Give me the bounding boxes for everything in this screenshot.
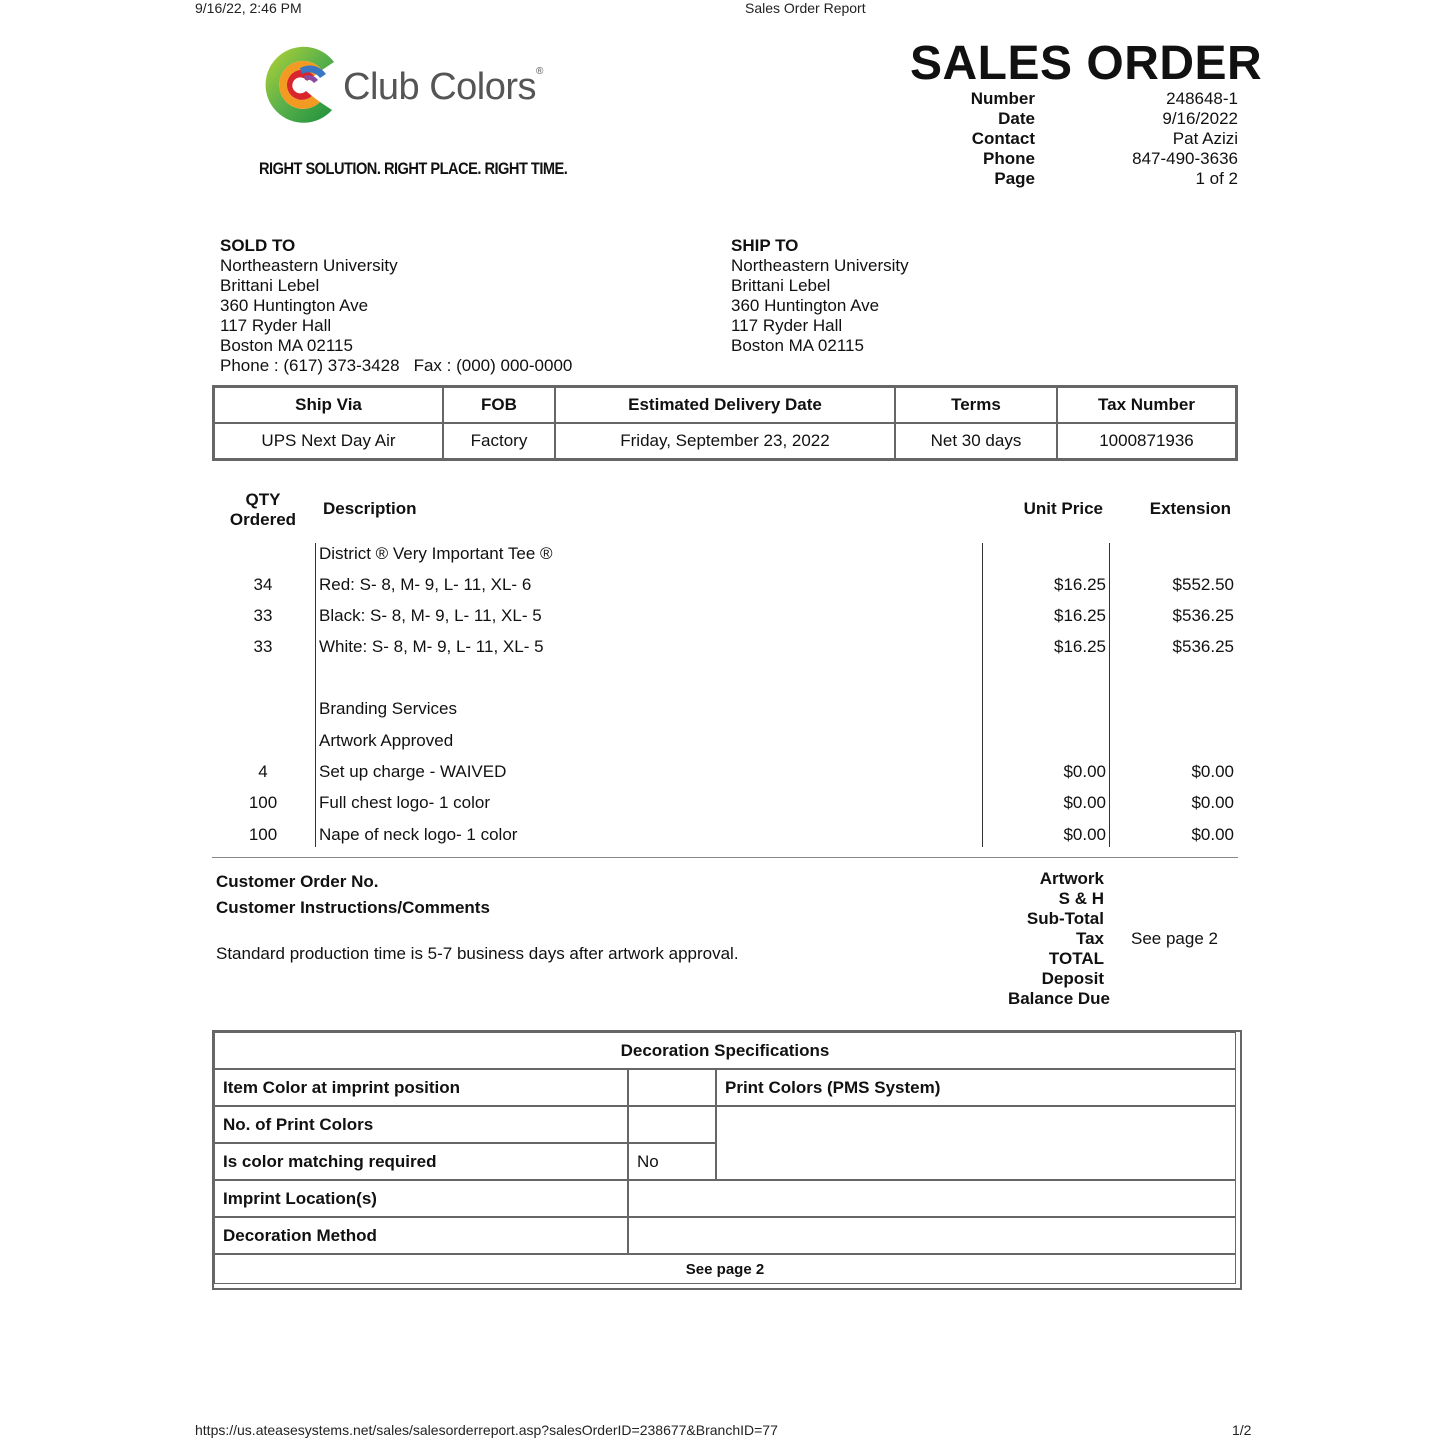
totals-see-page-note: See page 2 [1131,929,1218,948]
table-row [212,606,1238,630]
print-url: https://us.ateasesystems.net/sales/salesorderreport.asp?salesOrderID=238677&BranchID=77 [195,1422,778,1438]
row-qty: 33 [253,637,273,656]
ship-to-block [731,236,909,356]
phone-value: 847-490-3636 [1132,149,1238,168]
imprint-location-label: Imprint Location(s) [214,1180,628,1217]
tax-label: Tax [1075,929,1104,948]
decoration-specifications [212,1030,1242,1290]
color-matching-value: No [628,1143,716,1180]
fob-value: Factory [443,423,555,459]
ship-to-line: Brittani Lebel [731,276,831,295]
num-print-colors-label: No. of Print Colors [214,1106,628,1143]
ship-to-line: 117 Ryder Hall [731,316,843,335]
order-number-label: Number [970,89,1035,108]
row-description: Nape of neck logo- 1 color [319,825,518,844]
table-row [212,668,1238,692]
table-row [212,762,1238,786]
tax-number-header: Tax Number [1057,387,1236,423]
page-value: 1 of 2 [1195,169,1238,188]
row-unit-price: $16.25 [1054,637,1106,656]
table-row [212,793,1238,817]
row-extension: $536.25 [1172,637,1234,656]
logo-name: Club Colors [343,66,537,108]
qty-header [212,490,314,530]
ship-via-value: UPS Next Day Air [214,423,443,459]
table-row [212,575,1238,599]
color-matching-label: Is color matching required [214,1143,628,1180]
table-row [212,825,1238,849]
table-row [212,731,1238,755]
row-unit-price: $16.25 [1054,575,1106,594]
fob-header: FOB [443,387,555,423]
total-label: TOTAL [1048,949,1104,968]
row-description: Black: S- 8, M- 9, L- 11, XL- 5 [319,606,542,625]
order-number-value: 248648-1 [1166,89,1238,108]
row-description: Set up charge - WAIVED [319,762,507,781]
sold-to-line: Brittani Lebel [220,276,320,295]
row-description: District ® Very Important Tee ® [319,544,553,563]
row-extension: $552.50 [1172,575,1234,594]
print-datetime: 9/16/22, 2:46 PM [195,0,302,16]
table-row [212,544,1238,568]
customer-instructions-label: Customer Instructions/Comments [216,898,490,917]
sold-to-line: 360 Huntington Ave [220,296,369,315]
decoration-method-label: Decoration Method [214,1217,628,1254]
deposit-label: Deposit [1041,969,1104,988]
contact-label: Contact [971,129,1035,148]
row-unit-price: $0.00 [1063,793,1106,812]
sold-to-line: 117 Ryder Hall [220,316,332,335]
row-qty: 100 [248,793,278,812]
shipping-table [212,385,1238,461]
sold-to-line: Boston MA 02115 [220,336,353,355]
row-unit-price: $16.25 [1054,606,1106,625]
row-description: Branding Services [319,699,457,718]
tax-number-value: 1000871936 [1057,423,1236,459]
sold-to-phone: Phone : (617) 373-3428 [220,356,400,375]
delivery-date-value: Friday, September 23, 2022 [555,423,895,459]
num-print-colors-value [628,1106,716,1143]
decoration-method-value [628,1217,1236,1254]
row-description: Red: S- 8, M- 9, L- 11, XL- 6 [319,575,532,594]
row-description: Full chest logo- 1 color [319,793,491,812]
phone-label: Phone [983,149,1035,168]
ship-to-line: Boston MA 02115 [731,336,864,355]
ship-via-header: Ship Via [214,387,443,423]
row-extension: $536.25 [1172,606,1234,625]
order-date-value: 9/16/2022 [1162,109,1238,128]
item-color-label: Item Color at imprint position [214,1069,628,1106]
unit-price-header: Unit Price [1023,499,1103,518]
row-extension: $0.00 [1191,793,1234,812]
item-color-value [628,1069,716,1106]
shipping-value-row [214,423,1236,459]
print-colors-label: Print Colors (PMS System) [716,1069,1236,1106]
decoration-title: Decoration Specifications [214,1032,1236,1069]
terms-header: Terms [895,387,1057,423]
imprint-location-value [628,1180,1236,1217]
sh-label: S & H [1058,889,1104,908]
artwork-label: Artwork [1039,869,1104,888]
print-title: Sales Order Report [745,0,866,16]
sold-to-phone-fax [220,356,586,376]
logo-tagline: RIGHT SOLUTION. RIGHT PLACE. RIGHT TIME. [259,159,568,178]
sold-to-line: Northeastern University [220,256,398,275]
sold-to-title: SOLD TO [220,236,296,255]
table-row [212,699,1238,723]
balance-due-label: Balance Due [1007,989,1110,1008]
order-date-label: Date [998,109,1035,128]
ship-to-title: SHIP TO [731,236,799,255]
row-description: White: S- 8, M- 9, L- 11, XL- 5 [319,637,544,656]
page-title: SALES ORDER [910,37,1263,90]
sold-to-fax: Fax : (000) 000-0000 [413,356,573,375]
subtotal-label: Sub-Total [1026,909,1104,928]
extension-header: Extension [1149,499,1231,518]
row-unit-price: $0.00 [1063,825,1106,844]
row-extension: $0.00 [1191,825,1234,844]
row-description: Artwork Approved [319,731,454,750]
decoration-footer: See page 2 [214,1254,1236,1284]
print-colors-value [716,1106,1236,1180]
shipping-header-row [214,387,1236,423]
terms-value: Net 30 days [895,423,1057,459]
row-qty: 4 [258,762,268,781]
logo-wordmark [343,66,543,109]
delivery-date-header: Estimated Delivery Date [555,387,895,423]
club-colors-logo-icon [256,44,340,130]
qty-header-line1: QTY [245,490,281,509]
description-header: Description [323,499,417,518]
ship-to-line: 360 Huntington Ave [731,296,880,315]
order-info [935,89,1238,189]
ship-to-line: Northeastern University [731,256,909,275]
table-row [212,637,1238,661]
row-qty: 34 [253,575,273,594]
page-label: Page [994,169,1035,188]
row-qty: 33 [253,606,273,625]
customer-comment: Standard production time is 5-7 business days after artwork approval. [216,944,739,963]
items-divider [212,857,1238,858]
print-page-number: 1/2 [1232,1422,1252,1438]
sold-to-block [220,236,586,376]
qty-header-line2: Ordered [229,510,297,529]
customer-order-no-label: Customer Order No. [216,872,379,891]
row-unit-price: $0.00 [1063,762,1106,781]
row-qty: 100 [248,825,278,844]
totals-labels [960,869,1110,1009]
row-extension: $0.00 [1191,762,1234,781]
contact-value: Pat Azizi [1172,129,1238,148]
logo-registered-mark: ® [536,66,543,77]
